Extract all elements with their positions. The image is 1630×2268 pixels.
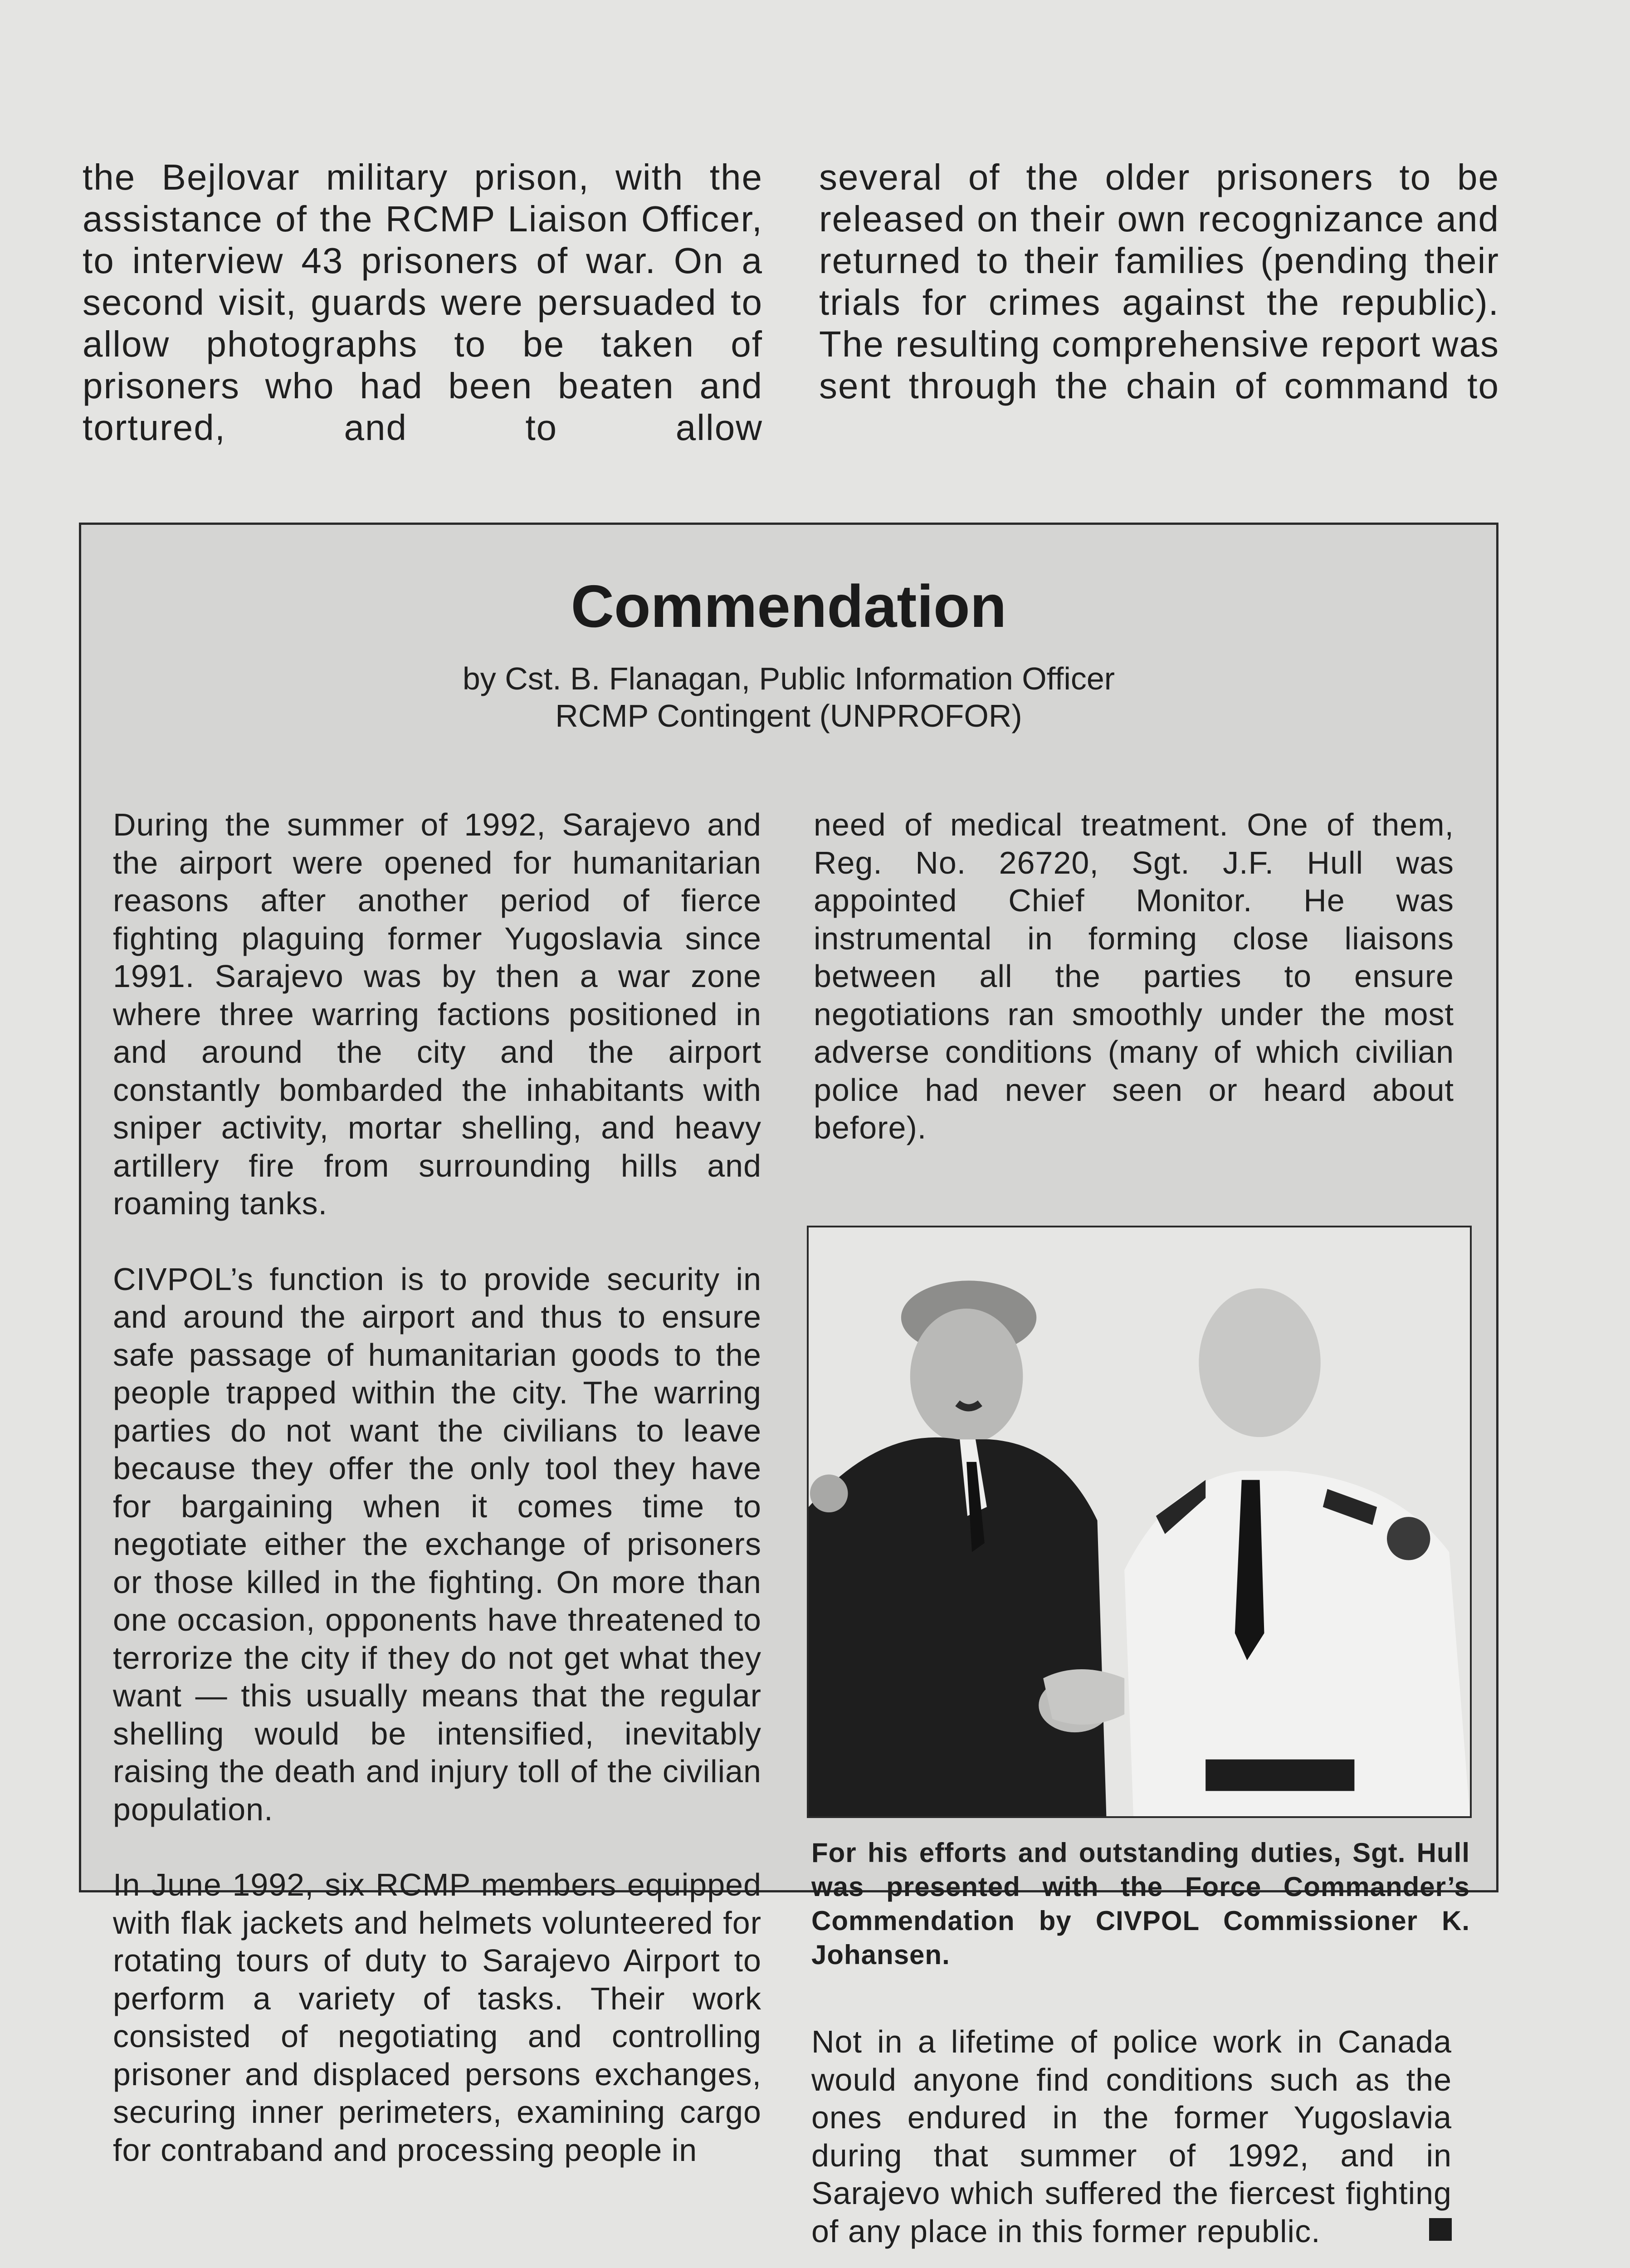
photo-illustration <box>809 1227 1470 1816</box>
handshake-photo <box>807 1226 1472 1818</box>
photo-caption: For his efforts and outstanding duties, Sgt. Hull was presented with the Force Commander’s Commendation by CIVPOL Commissioner K. Johansen. <box>811 1838 1470 1970</box>
article-left-column <box>113 806 761 2207</box>
paragraph: In June 1992, six RCMP members equipped with flak jackets and helmets volunteered for rotating tours of duty to Sarajevo Airport to perform a variety of tasks. Their work consisted of negotiating and controlling prisoner and displaced persons exchanges, securing inner perimeters, examining cargo for contraband and processing people in <box>113 1867 761 2168</box>
article-right-column-bottom <box>811 2023 1452 2250</box>
byline <box>81 660 1496 734</box>
article-title: Commendation <box>571 573 1007 640</box>
paragraph: need of medical treatment. One of them, Reg. No. 26720, Sgt. J.F. Hull was appointed Chief Monitor. He was instrumental in forming close liaisons between all the parties to ensure negotiations ran smoothly under the most adverse conditions (many of which civilian police had never seen or heard about before). <box>814 807 1454 1145</box>
top-left-column <box>83 156 763 449</box>
byline-contingent: RCMP Contingent (UNPROFOR) <box>555 698 1022 733</box>
top-right-text: several of the older prisoners to be released on their own recognizance and returned to their families (pending their trials for crimes against the republic). The resulting comprehensive report was sent through the chain of command to <box>819 157 1499 406</box>
end-of-article-mark <box>1429 2218 1452 2241</box>
paragraph: CIVPOL’s function is to provide security in and around the airport and thus to ensure safe passage of humanitarian goods to the people trapped within the city. The warring parties do not want the civilians to leave because they offer the only tool they have for bargaining when it comes time to negotiate either the exchange of prisoners or those killed in the fighting. On more than one occasion, opponents have threatened to terrorize the city if they do not get what they want — this usually means that the regular shelling would be intensified, inevitably raising the death and injury toll of the civilian population. <box>113 1261 761 1827</box>
top-right-column <box>819 156 1499 407</box>
top-left-text: the Bejlovar military prison, with the assistance of the RCMP Liaison Officer, to interview 43 prisoners of war. On a second visit, guards were persuaded to allow photographs to be taken of prisoners who had been beaten and tortured, and to allow <box>83 157 763 448</box>
byline-author: by Cst. B. Flanagan, Public Information Officer <box>462 661 1115 696</box>
paragraph: During the summer of 1992, Sarajevo and the airport were opened for humanitarian reasons after another period of fierce fighting plaguing former Yugoslavia since 1991. Sarajevo was by then a war zone where three warring factions positioned in and around the city and the airport constantly bombarded the inhabitants with sniper activity, mortar shelling, and heavy artillery fire from surrounding hills and roaming tanks. <box>113 807 761 1221</box>
article-right-column-top <box>814 806 1454 1185</box>
closing-paragraph: Not in a lifetime of police work in Canada would anyone find conditions such as the ones endured in the former Yugoslavia during that summer of 1992, and in Sarajevo which suffered the fiercest fighting of any place in this former republic. <box>811 2024 1452 2249</box>
